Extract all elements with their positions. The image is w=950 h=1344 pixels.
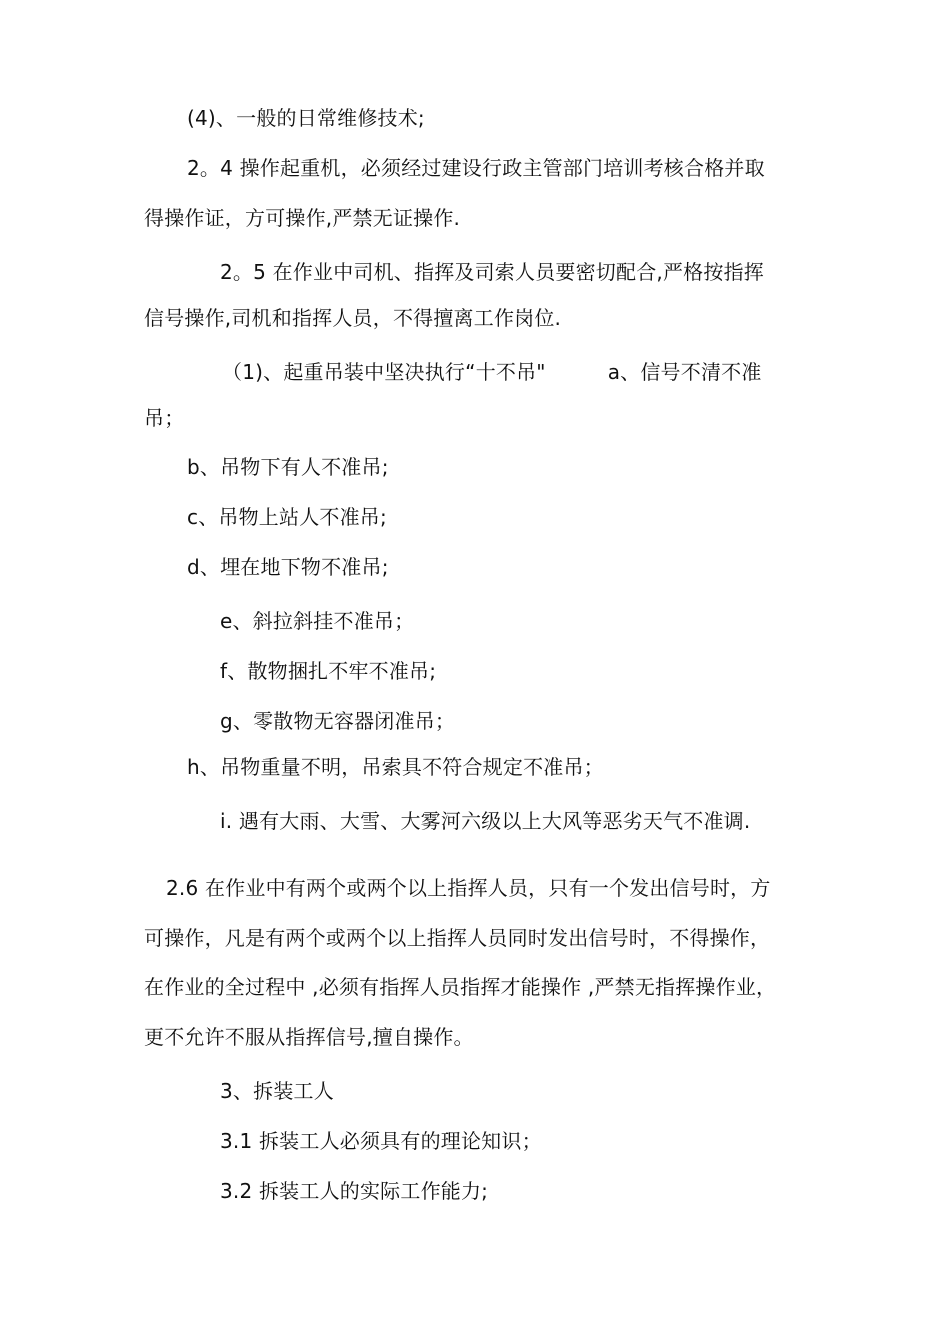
text-line: 2。4 操作起重机，必须经过建设行政主管部门培训考核合格并取 xyxy=(187,156,765,180)
text-line: c、吊物上站人不准吊; xyxy=(187,505,387,529)
text-line: 在作业的全过程中 ,必须有指挥人员指挥才能操作 ,严禁无指挥操作业， xyxy=(144,975,777,999)
text-line: 信号操作,司机和指挥人员，不得擅离工作岗位. xyxy=(144,306,562,330)
clause-heading: （1)、起重吊装中坚决执行“十不吊" xyxy=(222,360,546,384)
text-line: e、斜拉斜挂不准吊； xyxy=(220,609,415,633)
text-line: g、零散物无容器闭准吊； xyxy=(220,709,456,733)
text-line: 3.2 拆装工人的实际工作能力; xyxy=(220,1179,489,1203)
text-line: h、吊物重量不明，吊索具不符合规定不准吊； xyxy=(187,755,604,779)
text-line: 可操作，凡是有两个或两个以上指挥人员同时发出信号时，不得操作， xyxy=(144,926,771,950)
text-line: d、埋在地下物不准吊; xyxy=(187,555,389,579)
text-line: f、散物捆扎不牢不准吊; xyxy=(220,659,437,683)
text-line: b、吊物下有人不准吊; xyxy=(187,455,389,479)
text-line: 2。5 在作业中司机、指挥及司索人员要密切配合,严格按指挥 xyxy=(220,260,764,284)
text-line: 更不允许不服从指挥信号,擅自操作。 xyxy=(144,1025,474,1049)
text-line xyxy=(222,360,762,384)
text-line: 2.6 在作业中有两个或两个以上指挥人员，只有一个发出信号时，方 xyxy=(166,876,771,900)
text-line: 得操作证，方可操作,严禁无证操作. xyxy=(144,206,461,230)
clause-item-a: a、信号不清不准 xyxy=(607,360,762,384)
text-line: 3.1 拆装工人必须具有的理论知识； xyxy=(220,1129,542,1153)
section-heading: 3、拆装工人 xyxy=(220,1079,334,1103)
text-line: i. 遇有大雨、大雪、大雾河六级以上大风等恶劣天气不准调. xyxy=(220,809,751,833)
text-line: (4)、一般的日常维修技术; xyxy=(187,106,425,130)
text-line: 吊； xyxy=(144,406,185,430)
